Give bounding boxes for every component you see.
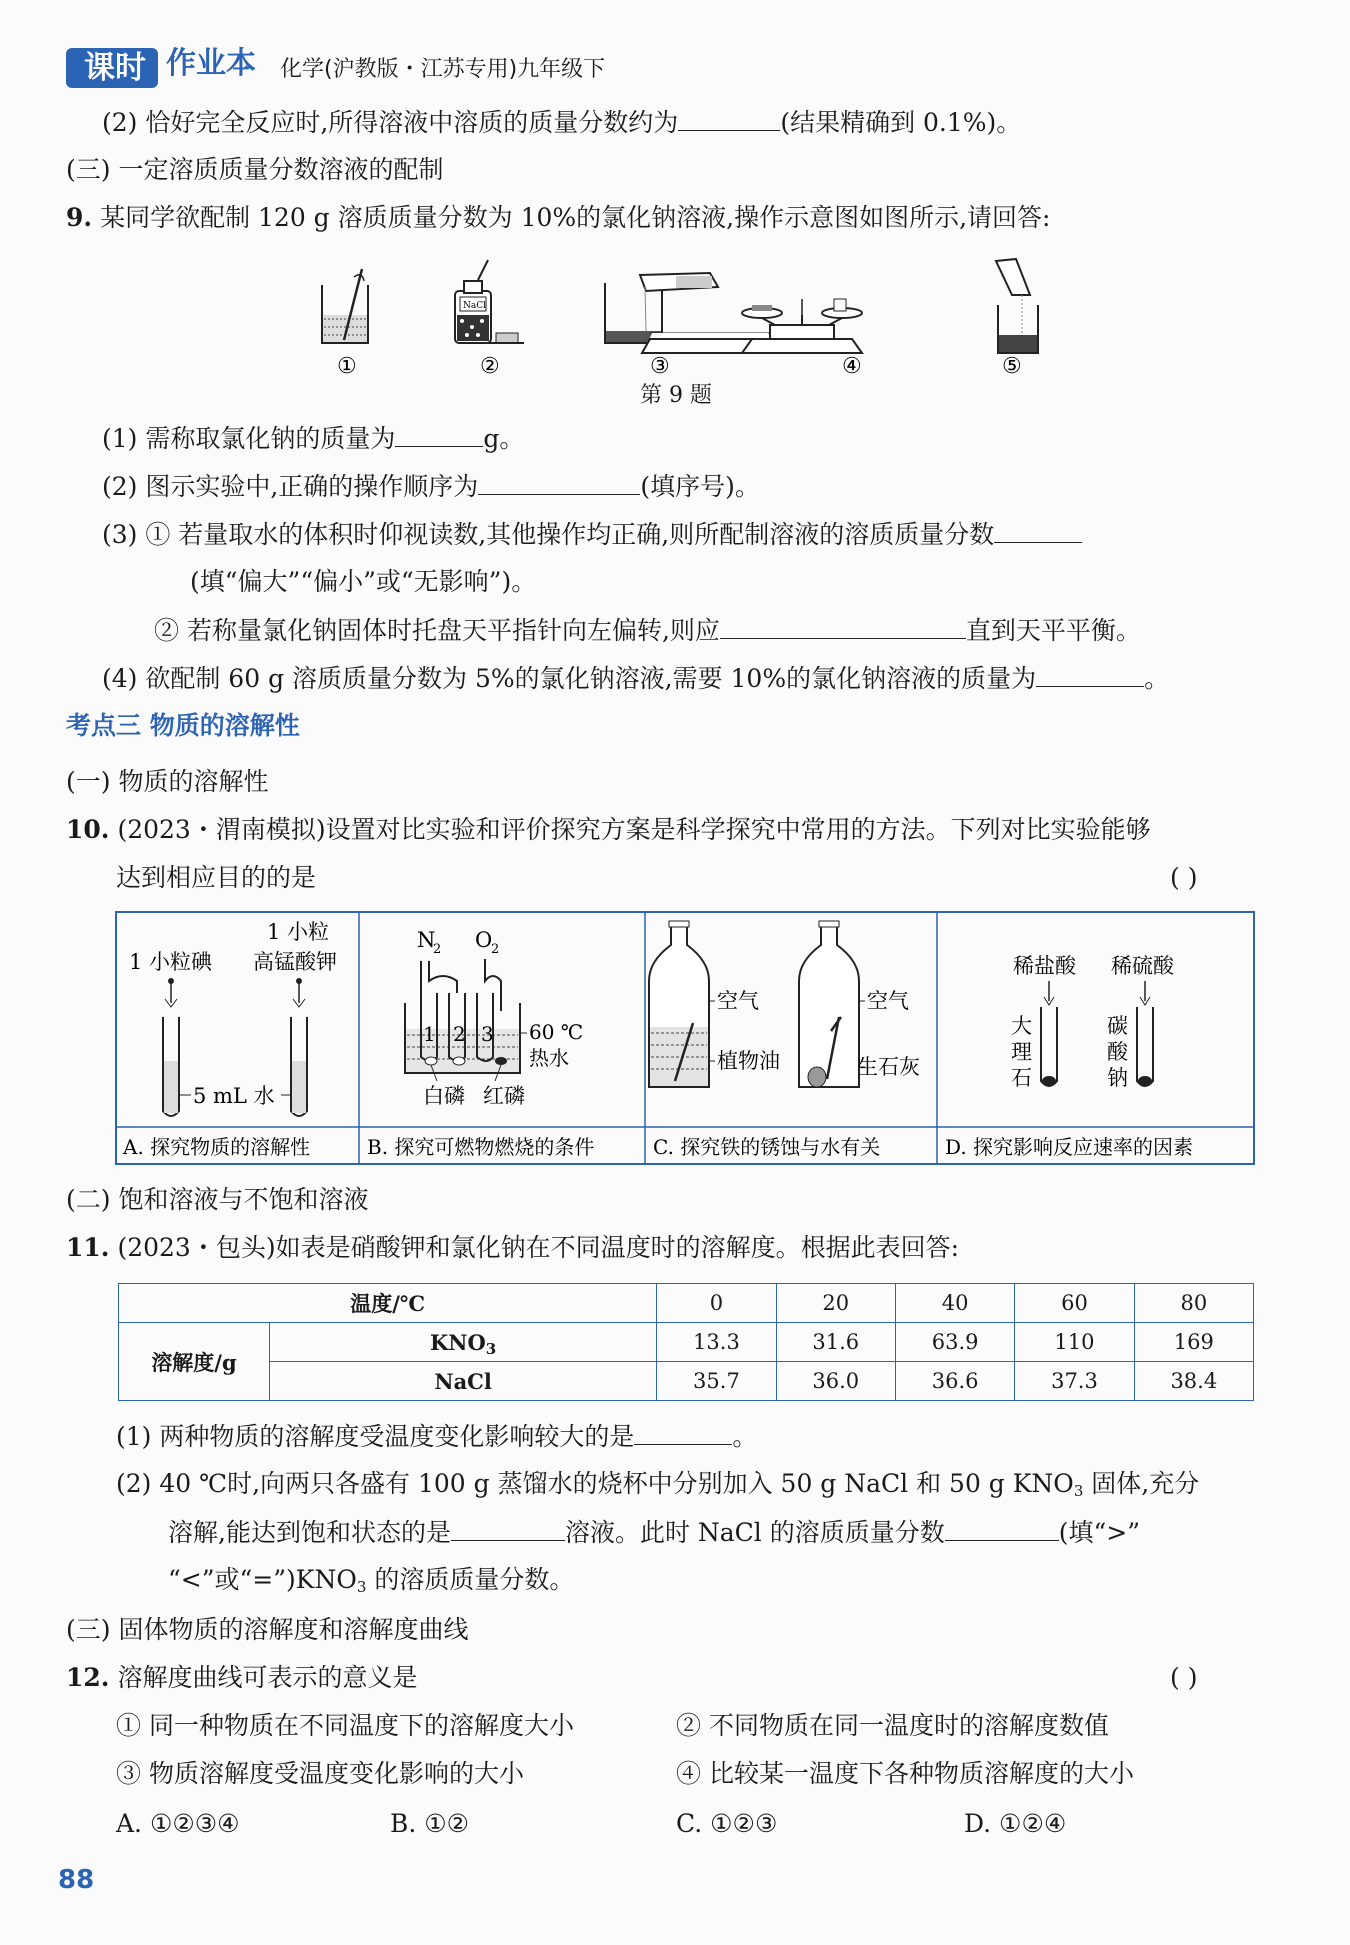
svg-text:C. 探究铁的锈蚀与水有关: C. 探究铁的锈蚀与水有关 — [653, 1135, 881, 1159]
figure-caption-9: 第 9 题 — [640, 383, 712, 408]
q12-statement-2: ② 不同物质在同一温度时的溶解度数值 — [676, 1711, 1109, 1740]
balance-body — [742, 299, 862, 353]
svg-text:理: 理 — [1011, 1040, 1032, 1064]
point3-heading: 考点三 物质的溶解性 — [66, 711, 300, 740]
svg-text:钠: 钠 — [1107, 1066, 1128, 1090]
nacl-label: NaCl — [270, 1362, 657, 1401]
svg-text:O: O — [475, 928, 493, 952]
page-number: 88 — [58, 1865, 95, 1895]
svg-text:1 小粒碘: 1 小粒碘 — [129, 950, 213, 974]
q9-part1: (1) 需称取氯化钠的质量为 g。 — [102, 420, 524, 457]
logo-text: 课时 — [84, 50, 146, 86]
svg-text:酸: 酸 — [1107, 1040, 1128, 1064]
panel-a — [122, 920, 337, 1159]
svg-text:热水: 热水 — [529, 1046, 569, 1070]
nacl-label: NaCl — [463, 301, 487, 311]
svg-text:植物油: 植物油 — [717, 1049, 780, 1073]
q10-figure — [115, 911, 1255, 1166]
svg-text:空气: 空气 — [717, 989, 759, 1013]
question-10-stem-cont: 达到相应目的的是 — [116, 863, 317, 892]
q12-answer-paren: ( ) — [1170, 1663, 1198, 1692]
q10-answer-paren: ( ) — [1170, 863, 1198, 892]
q11-part1: (1) 两种物质的溶解度受温度变化影响较大的是 。 — [116, 1418, 757, 1455]
svg-text:3: 3 — [481, 1022, 494, 1046]
q11-part2: (2) 40 ℃时,向两只各盛有 100 g 蒸馏水的烧杯中分别加入 50 g NaCl 和 50 g $KNO_3$ 固体,充分 — [116, 1469, 1200, 1500]
svg-text:红磷: 红磷 — [483, 1084, 525, 1108]
fig-label-2: ② — [480, 354, 500, 379]
table-row: NaCl 35.7 36.0 36.6 37.3 38.4 — [119, 1362, 1254, 1401]
q8-part2: (2) 恰好完全反应时,所得溶液中溶质的质量分数约为 (结果精确到 0.1%)。 — [102, 104, 1021, 141]
svg-text:1 小粒: 1 小粒 — [267, 920, 330, 944]
fig-label-3: ③ — [650, 354, 670, 379]
section-solubility: (一) 物质的溶解性 — [66, 767, 269, 796]
panel-d — [945, 954, 1193, 1159]
svg-text:2: 2 — [433, 942, 442, 957]
q12-option-d: D. ①②④ — [964, 1809, 1067, 1838]
temp-header: 温度/℃ — [119, 1284, 657, 1323]
solubility-table — [118, 1283, 1254, 1401]
q12-statement-3: ③ 物质溶解度受温度变化影响的大小 — [116, 1759, 524, 1788]
header-subject: 化学(沪教版・江苏专用)九年级下 — [280, 57, 606, 82]
svg-text:白磷: 白磷 — [423, 1084, 465, 1108]
table-row: 温度/℃ 0 20 40 60 80 — [119, 1284, 1254, 1323]
solubility-header: 溶解度/g — [119, 1323, 270, 1401]
section-solubility-curve: (三) 固体物质的溶解度和溶解度曲线 — [66, 1615, 469, 1644]
svg-text:碳: 碳 — [1107, 1014, 1128, 1038]
fig-label-4: ④ — [842, 354, 862, 379]
panel-b — [367, 928, 594, 1159]
q12-statement-4: ④ 比较某一温度下各种物质溶解度的大小 — [676, 1759, 1134, 1788]
fig-label-5: ⑤ — [1002, 354, 1022, 379]
transfer-illustration — [996, 259, 1038, 353]
question-11-stem: 11. (2023・包头)如表是硝酸钾和氯化钠在不同温度时的溶解度。根据此表回答: — [66, 1233, 960, 1262]
kno3-label: $KNO_3$ — [270, 1323, 657, 1362]
reagent-bottle-illustration — [455, 260, 524, 343]
panel-c — [649, 921, 920, 1159]
question-10-stem: 10. (2023・渭南模拟)设置对比实验和评价探究方案是科学探究中常用的方法。下列对比实验能够 — [66, 815, 1151, 844]
svg-text:高锰酸钾: 高锰酸钾 — [253, 950, 337, 974]
question-9-stem: 9. 某同学欲配制 120 g 溶质质量分数为 10%的氯化钠溶液,操作示意图如图所示,请回答: — [66, 203, 1051, 232]
svg-text:稀盐酸: 稀盐酸 — [1013, 954, 1076, 978]
svg-text:N: N — [417, 928, 436, 952]
q9-part3-2: ② 若称量氯化钠固体时托盘天平指针向左偏转,则应 直到天平平衡。 — [154, 612, 1141, 649]
q9-part3-1: (3) ① 若量取水的体积时仰视读数,其他操作均正确,则所配制溶液的溶质质量分数 — [102, 516, 1082, 553]
q12-statement-1: ① 同一种物质在不同温度下的溶解度大小 — [116, 1711, 574, 1740]
svg-text:大: 大 — [1011, 1014, 1032, 1038]
question-12-stem: 12. 溶解度曲线可表示的意义是 — [66, 1663, 418, 1692]
svg-text:5 mL 水: 5 mL 水 — [193, 1084, 275, 1108]
q9-part2: (2) 图示实验中,正确的操作顺序为 (填序号)。 — [102, 468, 760, 505]
svg-text:空气: 空气 — [867, 989, 909, 1013]
q12-option-a: A. ①②③④ — [116, 1809, 240, 1838]
q9-part3-1-cont: (填“偏大”“偏小”或“无影响”)。 — [190, 567, 537, 596]
svg-text:石: 石 — [1011, 1066, 1032, 1090]
q11-part2-cont: 溶解,能达到饱和状态的是 溶液。此时 NaCl 的溶质质量分数 (填“>” — [168, 1514, 1140, 1551]
q12-option-b: B. ①② — [390, 1809, 470, 1838]
svg-text:稀硫酸: 稀硫酸 — [1111, 954, 1174, 978]
svg-text:D. 探究影响反应速率的因素: D. 探究影响反应速率的因素 — [945, 1135, 1194, 1159]
q12-option-c: C. ①②③ — [676, 1809, 778, 1838]
section-saturated: (二) 饱和溶液与不饱和溶液 — [66, 1185, 369, 1214]
fig-label-1: ① — [337, 354, 357, 379]
header-title: 作业本 — [166, 46, 256, 81]
svg-text:1: 1 — [423, 1022, 436, 1046]
svg-text:A. 探究物质的溶解性: A. 探究物质的溶解性 — [123, 1135, 311, 1159]
q9-part4: (4) 欲配制 60 g 溶质质量分数为 5%的氯化钠溶液,需要 10%的氯化钠溶液的质量为 。 — [102, 660, 1169, 697]
beaker-stirring-illustration — [322, 269, 368, 343]
q11-part2-cont2: “<”或“$=”)KNO_3$ 的溶质质量分数。 — [168, 1565, 575, 1596]
svg-text:生石灰: 生石灰 — [857, 1055, 920, 1079]
table-row: 溶解度/g $KNO_3$ 13.3 31.6 63.9 110 169 — [119, 1323, 1254, 1362]
section-solution-prep: (三) 一定溶质质量分数溶液的配制 — [66, 155, 444, 184]
svg-text:B. 探究可燃物燃烧的条件: B. 探究可燃物燃烧的条件 — [367, 1135, 595, 1159]
svg-text:2: 2 — [453, 1022, 466, 1046]
svg-text:60 ℃: 60 ℃ — [529, 1020, 584, 1044]
svg-text:2: 2 — [491, 942, 500, 957]
